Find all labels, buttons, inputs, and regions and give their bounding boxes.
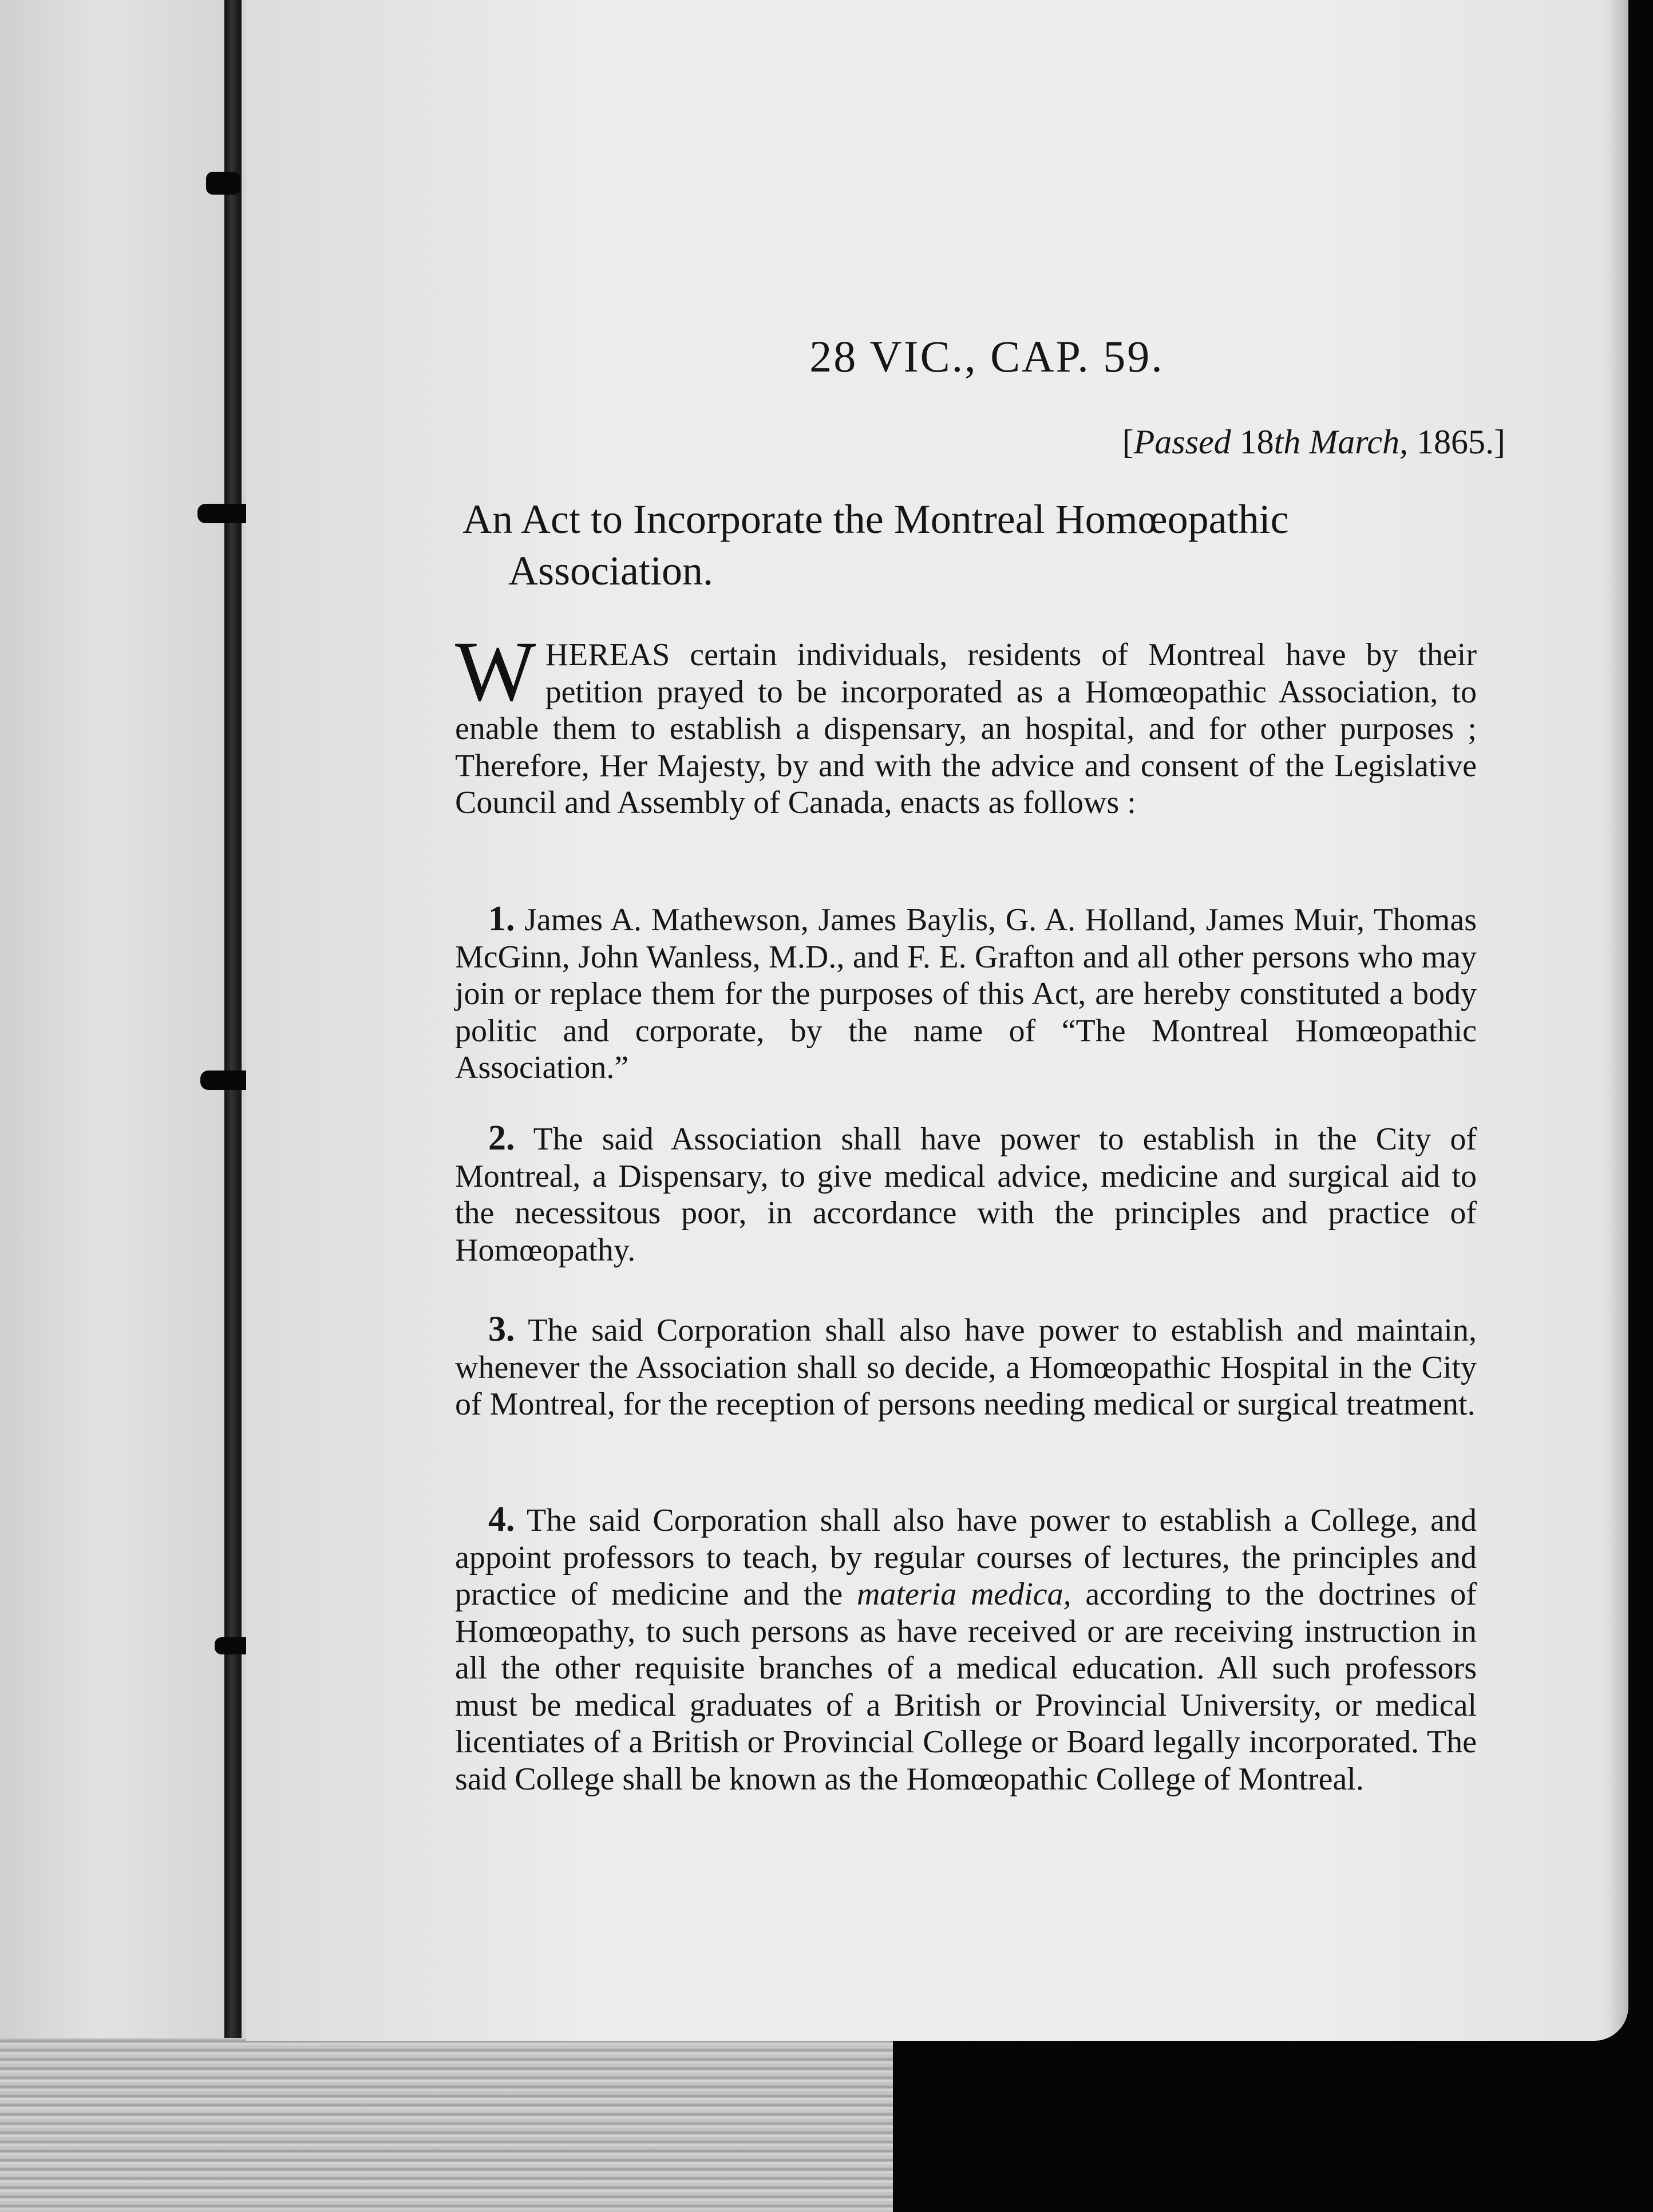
chapter-heading: 28 VIC., CAP. 59.: [809, 331, 1164, 381]
drop-cap: W: [455, 624, 536, 719]
section-text: according to the doctrines of Homœopathy, to such persons as have received or are receiving instruction in all the other requisite branches of a medical education. All such professors must be medical graduates of a British or Provincial University, or medical licentiates of a British or Provincial College or Board legally incorporated. The said College shall be known as the Homœopathic College of Montreal.: [455, 1577, 1477, 1797]
section-text: The said Corporation shall also have power to establish a College, and appoint professors to teach, by regular courses of lectures, the principles and practice of medicine and the: [455, 1503, 1477, 1612]
section-number: 1.: [488, 899, 515, 938]
act-title: [462, 493, 1476, 597]
section-italic-term: materia medica,: [857, 1577, 1071, 1612]
section-4: [455, 1501, 1477, 1798]
act-title-line-2: Association.: [508, 548, 713, 594]
act-title-line-1: An Act to Incorporate the Montreal Homœopathic: [462, 496, 1289, 542]
section-number: 4.: [488, 1500, 515, 1539]
section-1: [455, 900, 1477, 1087]
section-text: The said Association shall have power to establish in the City of Montreal, a Dispensary, to give medical advice, medicine and surgical aid to the necessitous poor, in accordance with the principles and practice of Homœopathy.: [455, 1121, 1477, 1268]
facing-page-edge: [0, 0, 246, 2038]
section-text: The said Corporation shall also have power to establish and maintain, whenever the Association shall so decide, a Homœopathic Hospital in the City of Montreal, for the reception of persons needing medical or surgical treatment.: [455, 1313, 1477, 1422]
preamble-paragraph: [455, 624, 1477, 821]
page-stack-edges: [0, 2038, 893, 2212]
section-number: 2.: [488, 1119, 515, 1158]
preamble-text: HEREAS certain individuals, residents of Montreal have by their petition prayed to be incorporated as a Homœopathic Association, to enable them to establish a dispensary, an hospital, and for other purposes ; Therefore, Her Majesty, by and with the advice and consent of the Legislative Council and Assembly of Canada, enacts as follows :: [455, 637, 1477, 820]
binding-stitch: [206, 172, 240, 195]
section-number: 3.: [488, 1310, 515, 1349]
passed-date: [Passed 18th March, 1865.]: [1122, 423, 1505, 461]
section-text: James A. Mathewson, James Baylis, G. A. Holland, James Muir, Thomas McGinn, John Wanless, M.D., and F. E. Grafton and all other persons who may join or replace them for the purposes of this Act, are hereby constituted a body politic and corporate, by the name of “The Montreal Homœopathic Association.”: [455, 902, 1477, 1085]
book-spine-gutter: [224, 0, 242, 2118]
section-2: [455, 1120, 1477, 1269]
section-3: [455, 1311, 1477, 1423]
